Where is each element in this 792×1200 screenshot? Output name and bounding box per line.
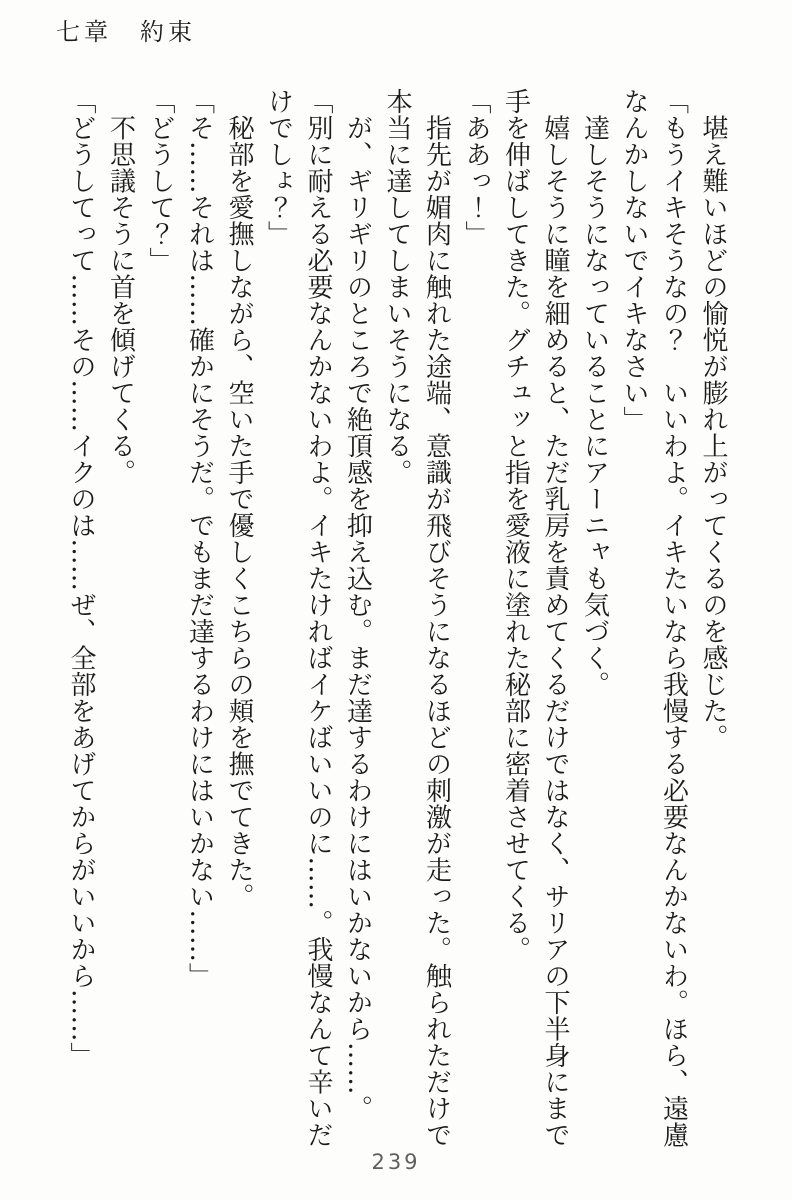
chapter-header: 七章 約束 xyxy=(56,18,196,46)
text-column: 不思議そうに首を傾げてくる。 xyxy=(105,88,136,486)
text-column: 達しそうになっていることにアーニャも気づく。 xyxy=(579,88,610,698)
text-column: が、ギリギリのところで絶頂感を抑え込む。まだ達するわけにはいかないから……。 xyxy=(342,88,373,1122)
text-column: 本当に達してしまいそうになる。 xyxy=(382,88,412,486)
text-column: なんかしないでイキなさい」 xyxy=(619,88,649,433)
text-column: 「そ……それは……確かにそうだ。でもまだ達するわけにはいかない……」 xyxy=(184,88,215,989)
text-column: 「どうして？」 xyxy=(145,88,175,274)
text-column: 手を伸ばしてきた。グチュッと指を愛液に塗れた秘部に密着させてくる。 xyxy=(500,88,531,963)
text-column: けでしょ？」 xyxy=(263,88,294,247)
text-column: 堪え難いほどの愉悦が膨れ上がってくるのを感じた。 xyxy=(698,88,728,751)
text-column: 指先が媚肉に触れた途端、意識が飛びそうになるほどの刺激が走った。触られただけで xyxy=(421,88,452,1148)
text-column: 「もうイキそうなの？ いいわよ。イキたいなら我慢する必要なんかないわ。ほら、遠慮 xyxy=(658,88,689,1148)
text-column: 「どうしてって……その……イクのは……ぜ、全部をあげてからがいいから……」 xyxy=(66,88,96,1069)
text-column: 秘部を愛撫しながら、空いた手で優しくこちらの頬を撫でてきた。 xyxy=(224,88,254,910)
text-column: 「別に耐える必要なんかないわよ。イキたければイケばいいのに……。我慢なんて辛いだ xyxy=(303,88,333,1148)
text-column: 「ああっ！」 xyxy=(461,88,491,247)
text-column: 嬉しそうに瞳を細めると、ただ乳房を責めてくるだけではなく、サリアの下半身にまで xyxy=(540,88,570,1148)
page-number: 239 xyxy=(371,1150,421,1174)
vertical-text-body xyxy=(61,88,733,1148)
